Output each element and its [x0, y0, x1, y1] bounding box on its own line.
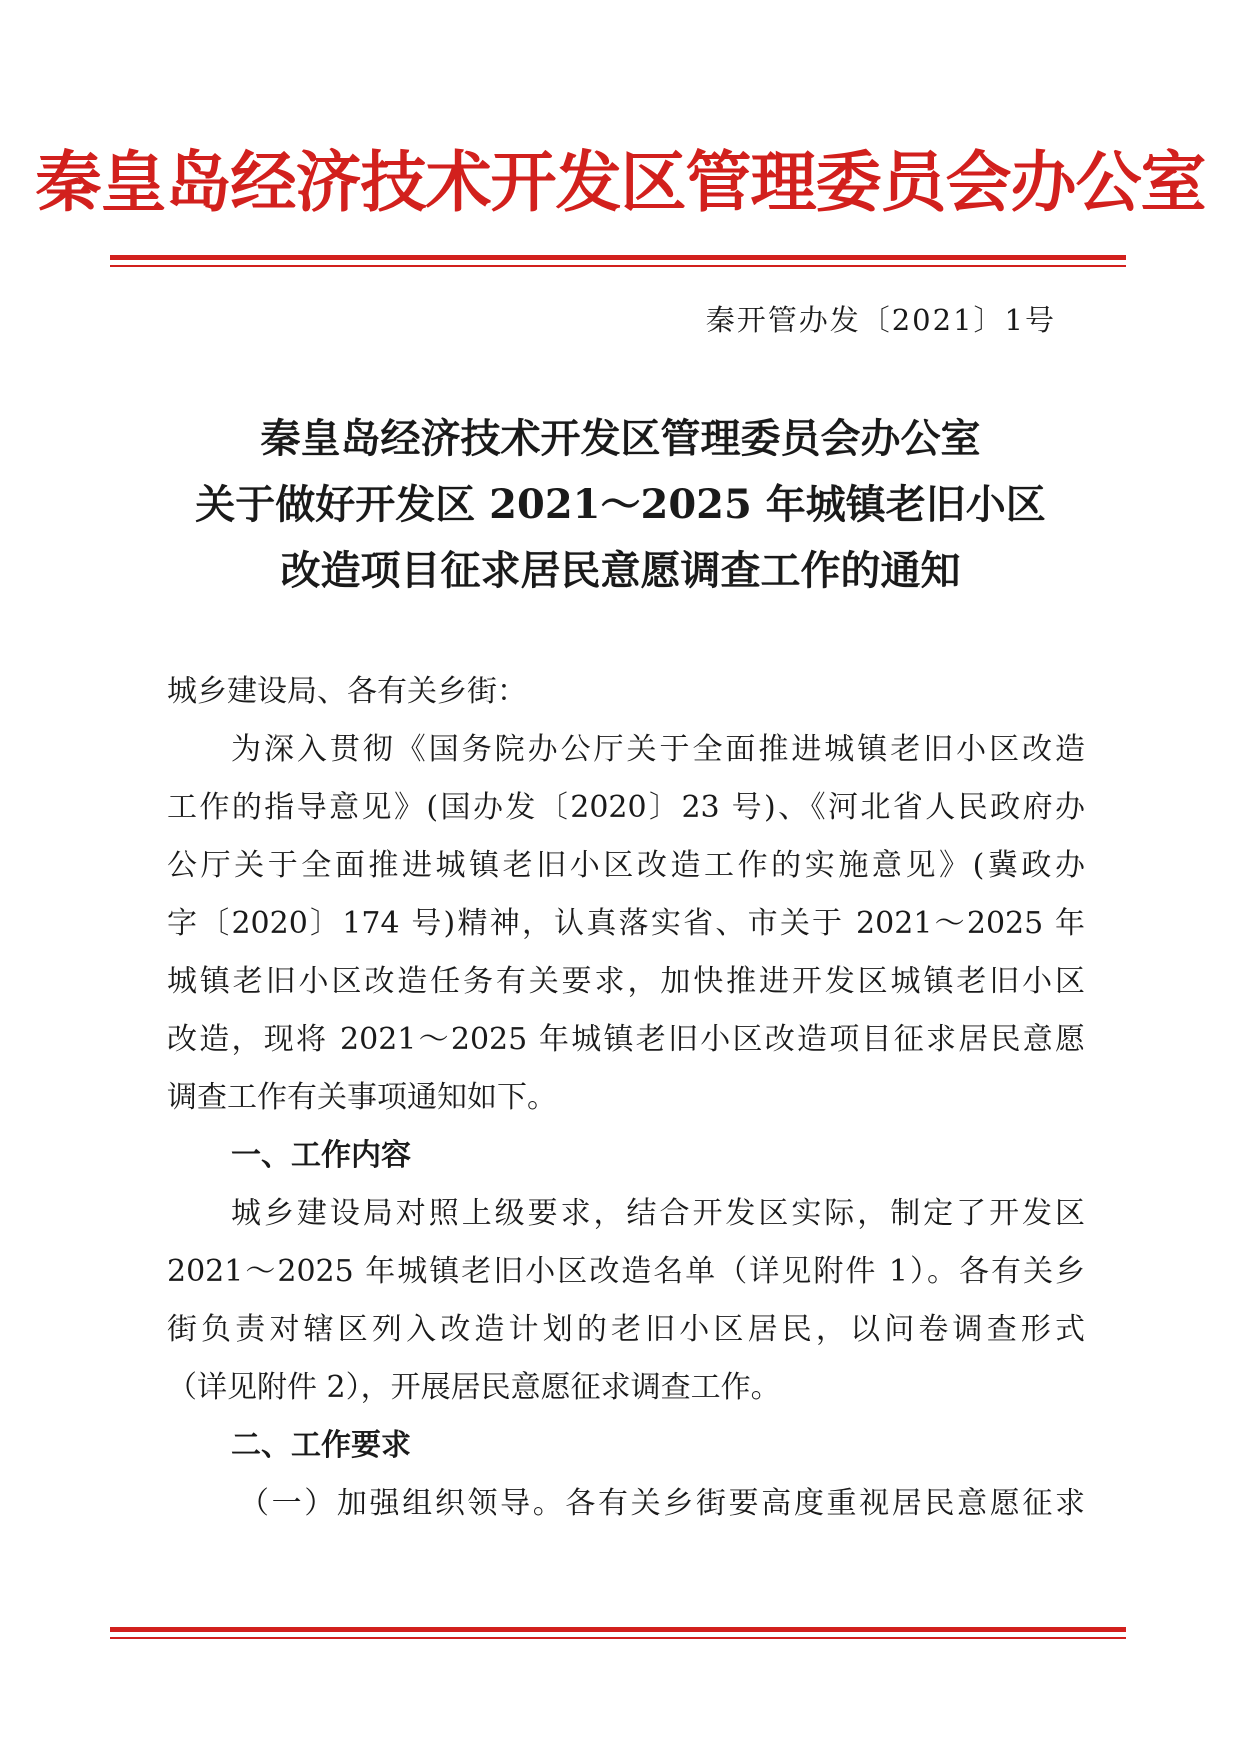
masthead-rule-thick: [110, 255, 1126, 260]
document-title: [0, 406, 1241, 604]
footer-rule-thin: [110, 1637, 1126, 1639]
title-line-1: 秦皇岛经济技术开发区管理委员会办公室: [260, 415, 981, 462]
intro-line: 字〔2020〕174 号)精神，认真落实省、市关于 2021～2025 年: [167, 906, 1085, 941]
title-line-2: 关于做好开发区 2021～2025 年城镇老旧小区: [195, 481, 1046, 528]
intro-line: 改造，现将 2021～2025 年城镇老旧小区改造项目征求居民意愿: [167, 1022, 1085, 1057]
section-line: （详见附件 2），开展居民意愿征求调查工作。: [167, 1370, 781, 1405]
section-line: 城乡建设局对照上级要求，结合开发区实际，制定了开发区: [231, 1196, 1085, 1231]
title-line-3: 改造项目征求居民意愿调查工作的通知: [280, 547, 961, 594]
intro-line: 公厅关于全面推进城镇老旧小区改造工作的实施意见》(冀政办: [167, 848, 1085, 883]
document-number: 秦开管办发〔2021〕1号: [705, 303, 1056, 337]
salutation: 城乡建设局、各有关乡街：: [167, 674, 527, 709]
section-line: （一）加强组织领导。各有关乡街要高度重视居民意愿征求: [239, 1486, 1085, 1521]
intro-line: 工作的指导意见》(国办发〔2020〕23 号)、《河北省人民政府办: [167, 790, 1085, 825]
section-heading: 一、工作内容: [231, 1138, 411, 1173]
intro-line: 为深入贯彻《国务院办公厅关于全面推进城镇老旧小区改造: [231, 732, 1085, 767]
masthead-rule-thin: [110, 265, 1126, 267]
masthead-title: 秦皇岛经济技术开发区管理委员会办公室: [35, 144, 1206, 221]
section-line: 街负责对辖区列入改造计划的老旧小区居民，以问卷调查形式: [167, 1312, 1085, 1347]
footer-rule-thick: [110, 1627, 1126, 1632]
section-heading: 二、工作要求: [231, 1428, 411, 1463]
intro-line: 调查工作有关事项通知如下。: [167, 1080, 557, 1115]
section-line: 2021～2025 年城镇老旧小区改造名单（详见附件 1）。各有关乡: [167, 1254, 1085, 1289]
document-body: [167, 663, 1085, 1533]
intro-line: 城镇老旧小区改造任务有关要求，加快推进开发区城镇老旧小区: [167, 964, 1085, 999]
